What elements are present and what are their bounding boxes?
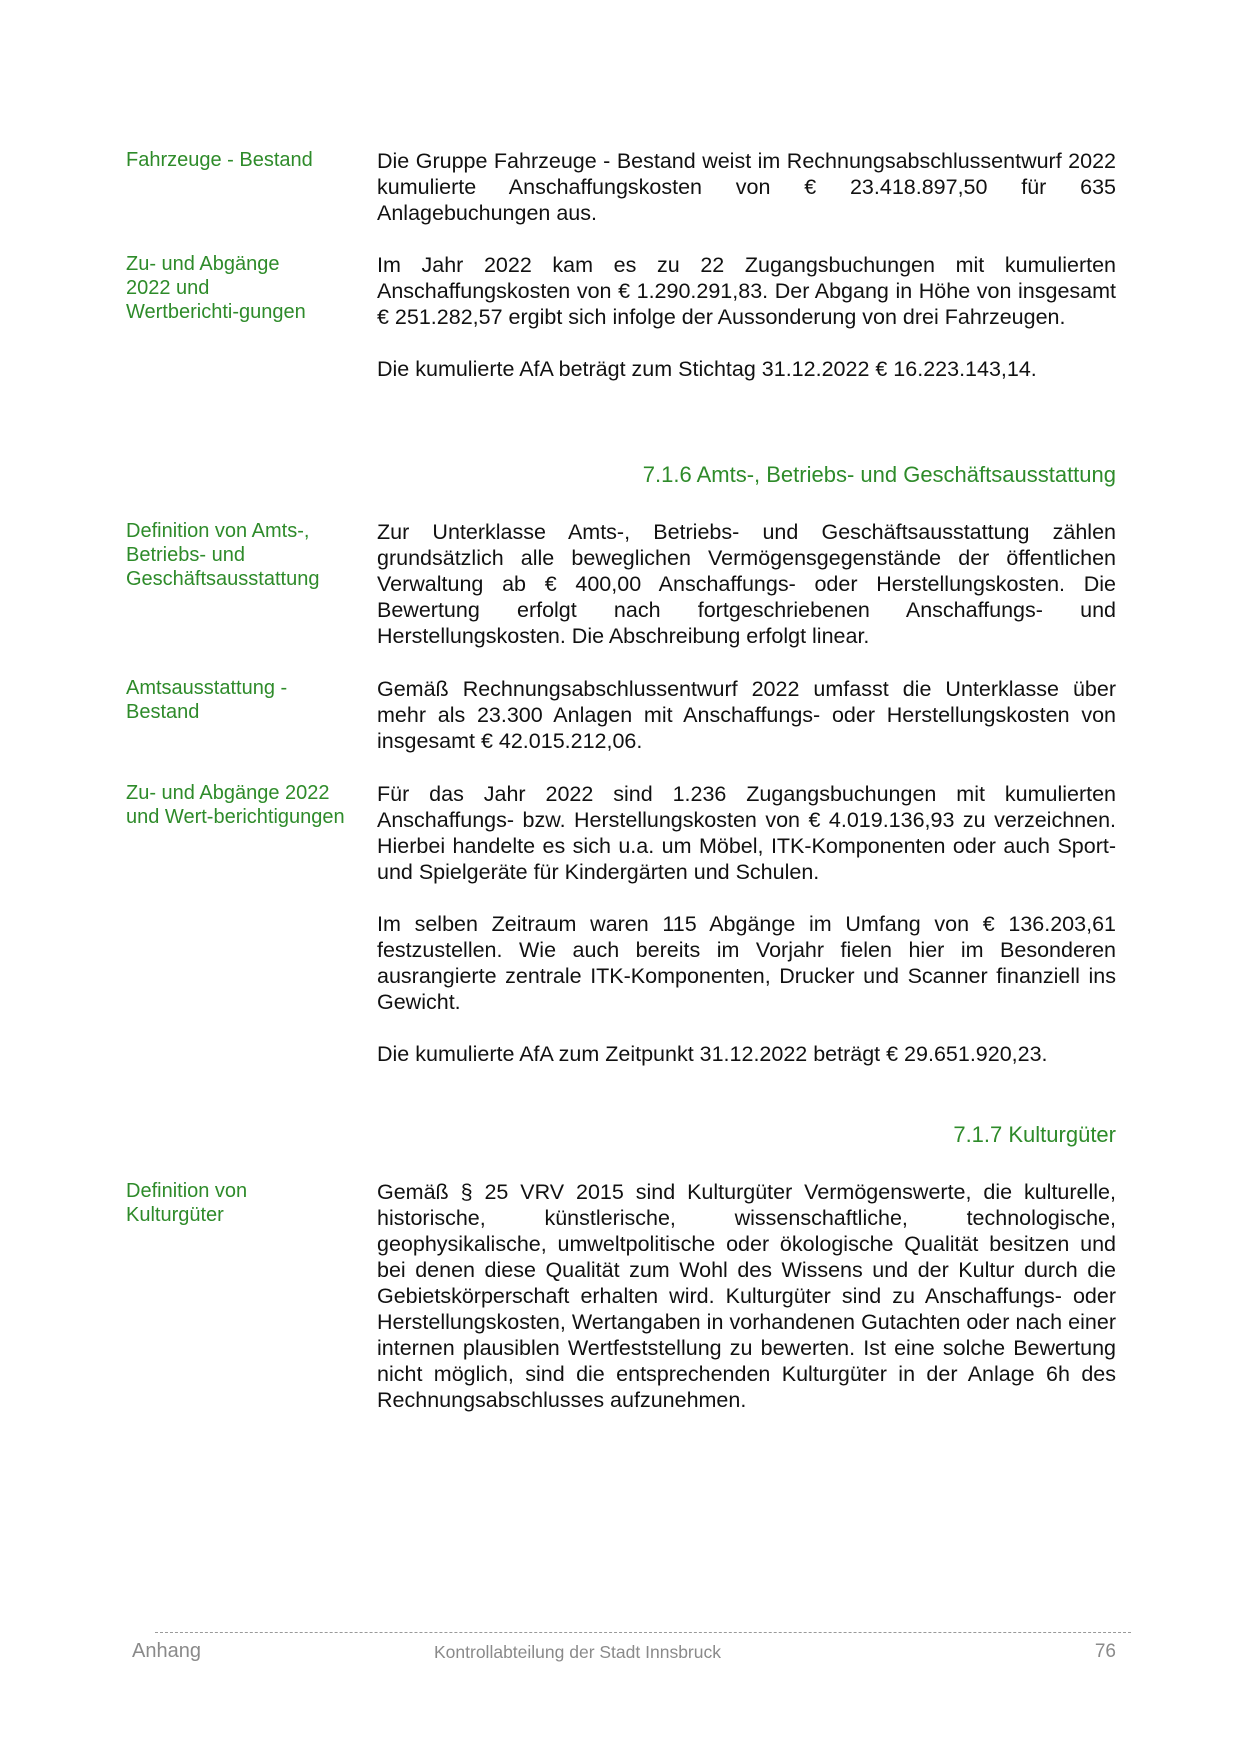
footer-title: Anhang bbox=[132, 1640, 201, 1662]
paragraph: Im selben Zeitraum waren 115 Abgänge im Umfang von € 136.203,61 festzustellen. Wie auch bereits im Vorjahr fielen hier im Besonderen ausrangierte zentrale ITK-Komponenten, Drucker und Scanner finanziell ins Gewicht. bbox=[377, 912, 1116, 1014]
section-body bbox=[377, 1179, 1116, 1413]
label-text: Definition von Amts-, Betriebs- und Geschäftsausstattung bbox=[126, 520, 320, 590]
label-text: Fahrzeuge - Bestand bbox=[126, 149, 313, 171]
margin-label bbox=[126, 519, 336, 591]
section-body bbox=[377, 781, 1116, 1067]
footer-organization: Kontrollabteilung der Stadt Innsbruck bbox=[434, 1642, 721, 1662]
section-body bbox=[377, 676, 1116, 754]
paragraph: Gemäß § 25 VRV 2015 sind Kulturgüter Vermögenswerte, die kulturelle, historische, künstlerische, wissenschaftliche, technologische, geophysikalische, umweltpolitische oder ökologische Qualität besitzen und bei denen diese Qualität zum Wohl des Wissens und der Kultur durch die Gebietskörperschaft erhalten wird. Kulturgüter sind zu Anschaffungs- oder Herstellungskosten, Wertangaben in vorhandenen Gutachten oder nach einer internen plausiblen Wertfeststellung zu bewerten. Ist eine solche Bewertung nicht möglich, sind die entsprechenden Kulturgüter in der Anlage 6h des Rechnungsabschlusses aufzunehmen. bbox=[377, 1180, 1116, 1412]
margin-label bbox=[126, 252, 306, 324]
paragraph: Die kumulierte AfA beträgt zum Stichtag 31.12.2022 € 16.223.143,14. bbox=[377, 357, 1037, 381]
margin-label bbox=[126, 148, 356, 172]
section-heading: 7.1.7 Kulturgüter bbox=[953, 1122, 1116, 1147]
paragraph: Die kumulierte AfA zum Zeitpunkt 31.12.2022 beträgt € 29.651.920,23. bbox=[377, 1042, 1048, 1066]
paragraph: Zur Unterklasse Amts-, Betriebs- und Geschäftsausstattung zählen grundsätzlich alle beweglichen Vermögensgegenstände der öffentlichen Verwaltung ab € 400,00 Anschaffungs- oder Herstellungskosten. Die Bewertung erfolgt nach fortgeschriebenen Anschaffungs- und Herstellungskosten. Die Abschreibung erfolgt linear. bbox=[377, 520, 1116, 648]
paragraph: Im Jahr 2022 kam es zu 22 Zugangsbuchungen mit kumulierten Anschaffungskosten von € 1.290.291,83. Der Abgang in Höhe von insgesamt € 251.282,57 ergibt sich infolge der Aussonderung von drei Fahrzeugen. bbox=[377, 253, 1116, 329]
label-text: Amtsausstattung - Bestand bbox=[126, 677, 288, 723]
paragraph: Die Gruppe Fahrzeuge - Bestand weist im Rechnungsabschlussentwurf 2022 kumulierte Anschaffungskosten von € 23.418.897,50 für 635 Anlagebuchungen aus. bbox=[377, 149, 1116, 225]
label-text: Zu- und Abgänge 2022 und Wertberichti-gungen bbox=[126, 253, 306, 323]
label-text: Zu- und Abgänge 2022 und Wert-berichtigungen bbox=[126, 782, 345, 828]
label-text: Definition von Kulturgüter bbox=[126, 1180, 248, 1226]
margin-label bbox=[126, 781, 346, 829]
section-body bbox=[377, 148, 1116, 226]
section-body bbox=[377, 519, 1116, 649]
margin-label bbox=[126, 1179, 276, 1227]
paragraph: Für das Jahr 2022 sind 1.236 Zugangsbuchungen mit kumulierten Anschaffungs- bzw. Herstellungskosten von € 4.019.136,93 zu verzeichnen. Hierbei handelte es sich u.a. um Möbel, ITK-Komponenten oder auch Sport- und Spielgeräte für Kindergärten und Schulen. bbox=[377, 782, 1116, 884]
footer-divider bbox=[155, 1632, 1131, 1633]
section-body bbox=[377, 252, 1116, 382]
paragraph: Gemäß Rechnungsabschlussentwurf 2022 umfasst die Unterklasse über mehr als 23.300 Anlagen mit Anschaffungs- oder Herstellungskosten von insgesamt € 42.015.212,06. bbox=[377, 677, 1116, 753]
margin-label bbox=[126, 676, 316, 724]
section-heading: 7.1.6 Amts-, Betriebs- und Geschäftsausstattung bbox=[642, 462, 1116, 487]
page-number: 76 bbox=[1094, 1641, 1116, 1662]
